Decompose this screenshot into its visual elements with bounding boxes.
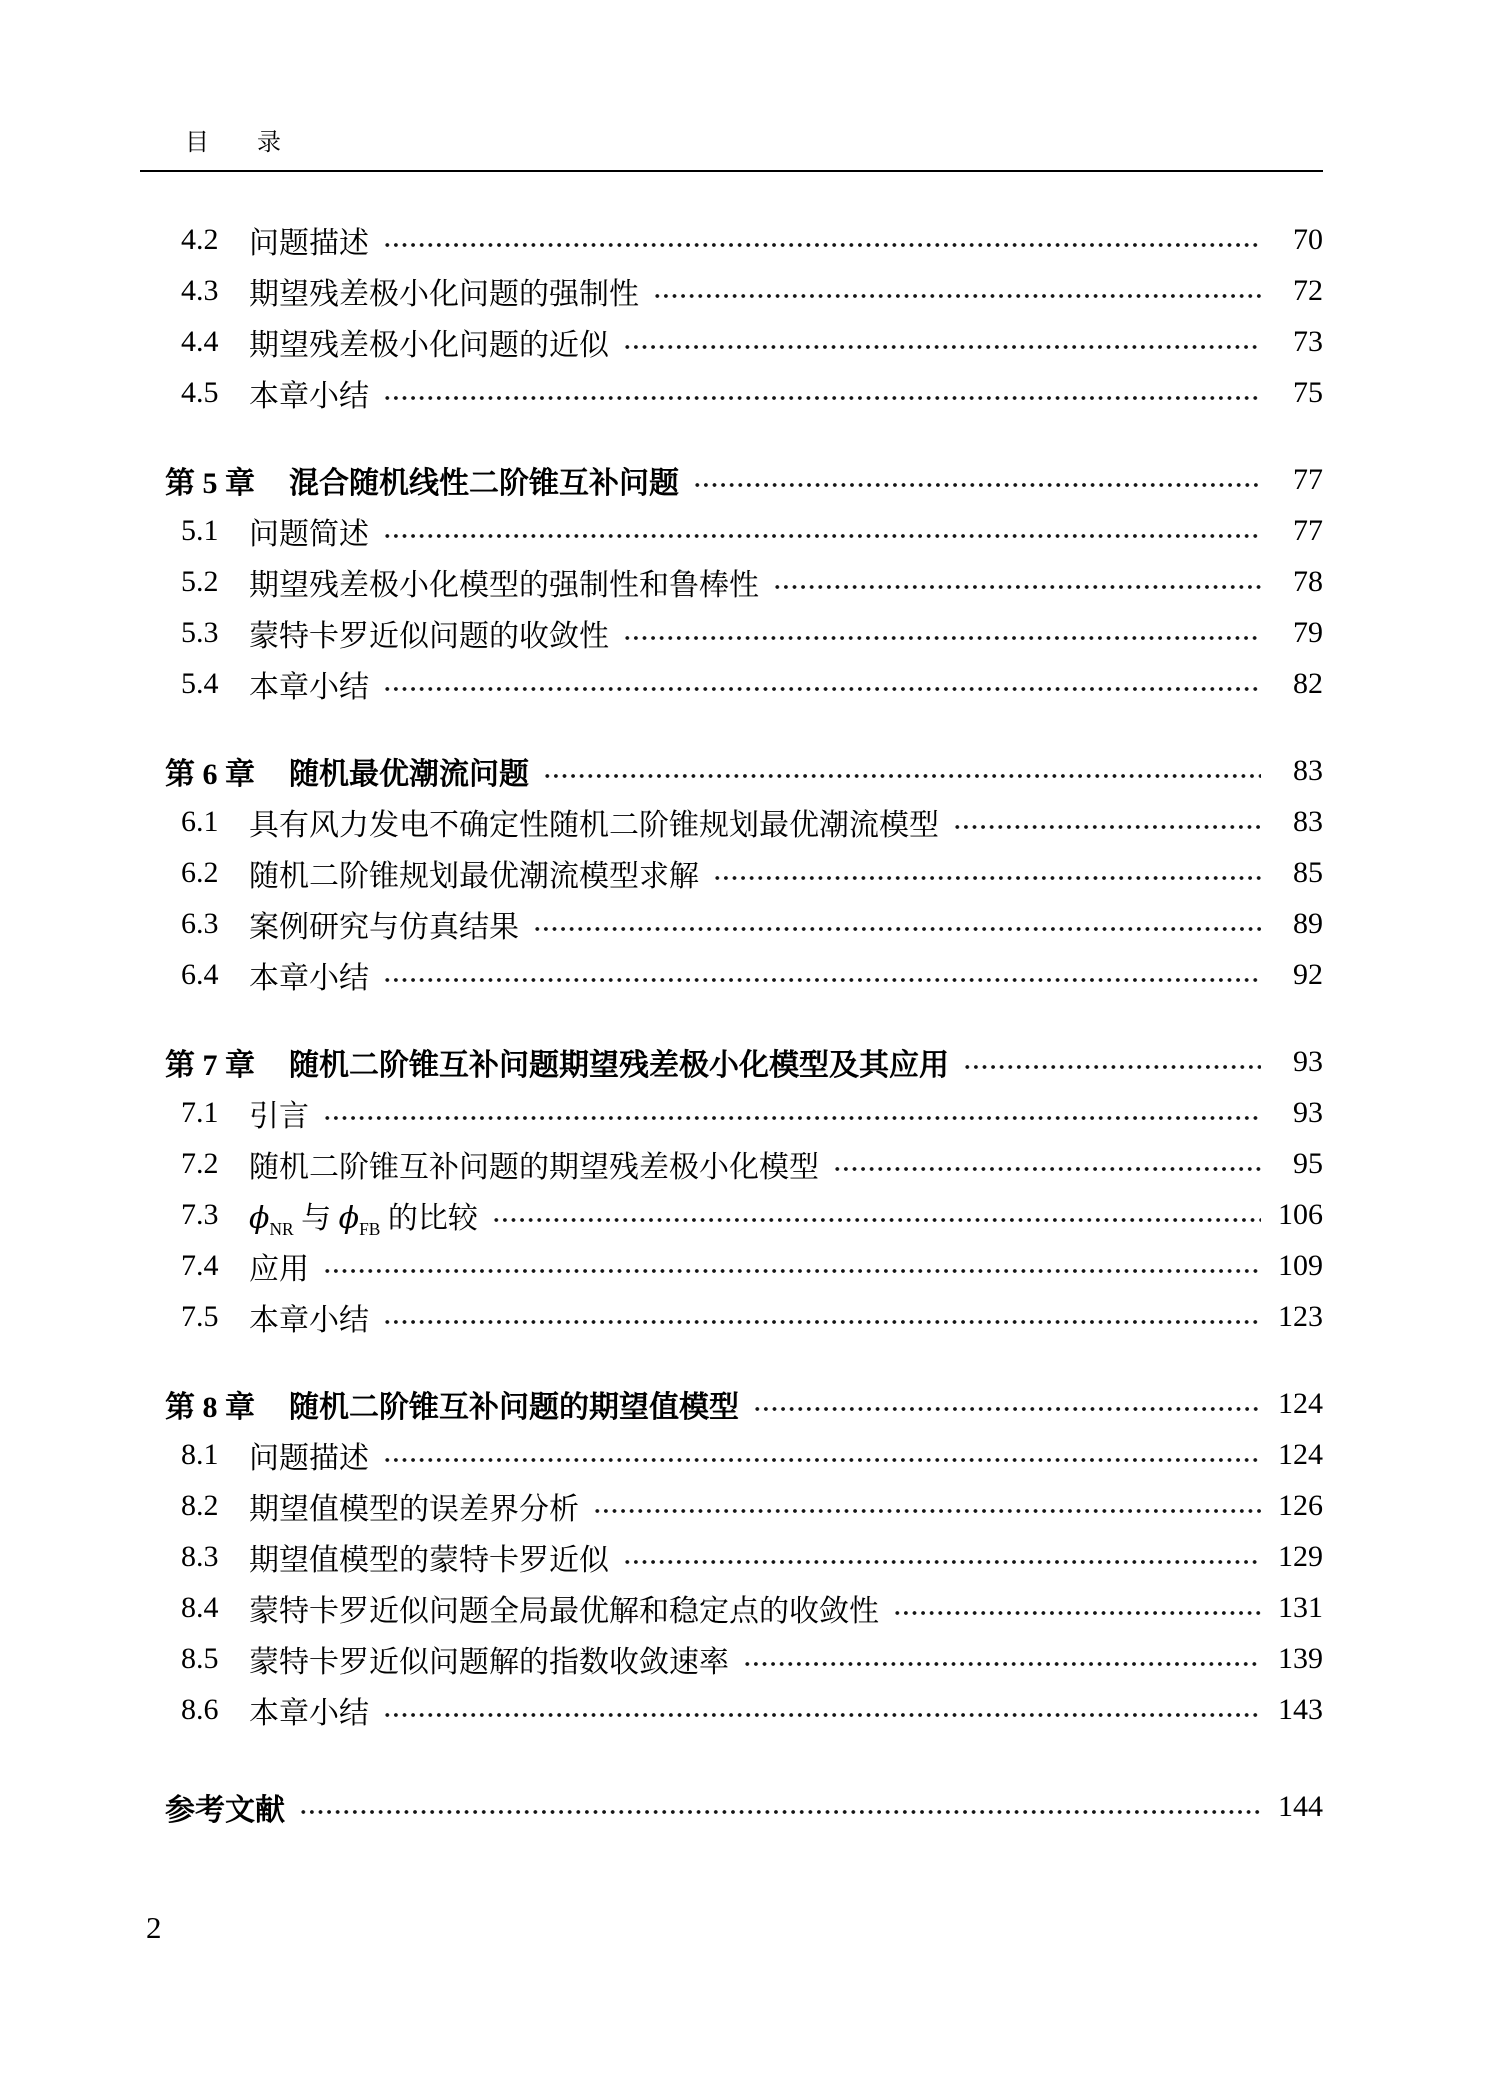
entry-title: 随机二阶锥互补问题的期望残差极小化模型 (249, 1150, 819, 1184)
entry-title: 本章小结 (249, 670, 369, 704)
entry-number: 6.1 (181, 804, 219, 838)
entry-page: 72 (1293, 273, 1323, 307)
toc-row (165, 1291, 1323, 1342)
entry-page: 123 (1278, 1299, 1323, 1333)
entry-leader-dots (963, 1062, 1261, 1072)
entry-page: 92 (1293, 957, 1323, 991)
entry-page: 89 (1293, 906, 1323, 940)
entry-title: 案例研究与仿真结果 (249, 910, 519, 944)
entry-leader-dots (623, 1557, 1261, 1567)
entry-page: 83 (1293, 753, 1323, 787)
entry-leader-dots (323, 1266, 1261, 1276)
entry-number: 7.3 (181, 1197, 219, 1231)
entry-page: 83 (1293, 804, 1323, 838)
entry-page: 124 (1278, 1437, 1323, 1471)
toc-row (165, 1087, 1323, 1138)
entry-number: 4.3 (181, 273, 219, 307)
entry-leader-dots (323, 1113, 1261, 1123)
entry-number: 8.2 (181, 1488, 219, 1522)
entry-leader-dots (383, 1710, 1261, 1720)
toc-row (165, 1036, 1323, 1087)
entry-leader-dots (953, 822, 1261, 832)
entry-title: 引言 (249, 1099, 309, 1133)
entry-number: 8.5 (181, 1641, 219, 1675)
entry-number: 5.4 (181, 666, 219, 700)
entry-title: 参考文献 (165, 1793, 285, 1827)
entry-leader-dots (593, 1506, 1261, 1516)
footer-page-number: 2 (146, 1910, 162, 1945)
entry-number: 4.4 (181, 324, 219, 358)
entry-title: 本章小结 (249, 379, 369, 413)
entry-title: 随机二阶锥互补问题期望残差极小化模型及其应用 (289, 1048, 949, 1082)
content-area (165, 0, 1323, 1832)
entry-number: 7.1 (181, 1095, 219, 1129)
header-divider (140, 170, 1323, 172)
toc-row (165, 454, 1323, 505)
toc-row (165, 847, 1323, 898)
page-header (165, 128, 1323, 158)
toc-row (165, 1429, 1323, 1480)
entry-page: 93 (1293, 1044, 1323, 1078)
toc-row (165, 1189, 1323, 1240)
entry-number: 4.5 (181, 375, 219, 409)
entry-number: 6.4 (181, 957, 219, 991)
entry-leader-dots (383, 393, 1261, 403)
entry-number: 8.4 (181, 1590, 219, 1624)
entry-page: 75 (1293, 375, 1323, 409)
entry-title: 问题描述 (249, 226, 369, 260)
toc-row (165, 607, 1323, 658)
toc-row (165, 1531, 1323, 1582)
toc-row (165, 367, 1323, 418)
entry-leader-dots (299, 1807, 1261, 1817)
entry-leader-dots (492, 1215, 1261, 1225)
header-title: 目 录 (185, 130, 281, 156)
entry-title: 蒙特卡罗近似问题解的指数收敛速率 (249, 1645, 729, 1679)
entry-page: 129 (1278, 1539, 1323, 1573)
entry-number: 第 5 章 (165, 466, 255, 500)
toc-row (165, 556, 1323, 607)
entry-leader-dots (773, 582, 1261, 592)
entry-page: 85 (1293, 855, 1323, 889)
entry-page: 124 (1278, 1386, 1323, 1420)
toc-row (165, 1582, 1323, 1633)
entry-title: $\phi_{NR}$ 与 $\phi_{FB}$ 的比较 (249, 1200, 478, 1239)
toc-row (165, 1480, 1323, 1531)
entry-number: 8.6 (181, 1692, 219, 1726)
entry-leader-dots (543, 771, 1261, 781)
entry-number: 5.2 (181, 564, 219, 598)
entry-page: 109 (1278, 1248, 1323, 1282)
entry-page: 144 (1278, 1789, 1323, 1823)
entry-page: 77 (1293, 513, 1323, 547)
entry-page: 139 (1278, 1641, 1323, 1675)
entry-leader-dots (383, 975, 1261, 985)
entry-leader-dots (623, 633, 1261, 643)
entry-leader-dots (383, 531, 1261, 541)
entry-leader-dots (743, 1659, 1261, 1669)
entry-number: 5.1 (181, 513, 219, 547)
entry-page: 77 (1293, 462, 1323, 496)
entry-title: 本章小结 (249, 1696, 369, 1730)
entry-title: 随机二阶锥规划最优潮流模型求解 (249, 859, 699, 893)
entry-leader-dots (753, 1404, 1261, 1414)
toc-row (165, 796, 1323, 847)
entry-title: 具有风力发电不确定性随机二阶锥规划最优潮流模型 (249, 808, 939, 842)
entry-title: 蒙特卡罗近似问题的收敛性 (249, 619, 609, 653)
entry-title: 本章小结 (249, 961, 369, 995)
entry-page: 79 (1293, 615, 1323, 649)
entry-number: 6.3 (181, 906, 219, 940)
entry-page: 70 (1293, 222, 1323, 256)
toc-row (165, 1781, 1323, 1832)
toc-row (165, 658, 1323, 709)
toc-row (165, 1378, 1323, 1429)
entry-number: 第 8 章 (165, 1390, 255, 1424)
toc-row (165, 214, 1323, 265)
entry-title: 本章小结 (249, 1303, 369, 1337)
entry-number: 8.1 (181, 1437, 219, 1471)
entry-page: 126 (1278, 1488, 1323, 1522)
entry-leader-dots (383, 1317, 1261, 1327)
entry-leader-dots (693, 480, 1261, 490)
entry-number: 7.2 (181, 1146, 219, 1180)
entry-leader-dots (893, 1608, 1261, 1618)
entry-title: 期望残差极小化问题的强制性 (249, 277, 639, 311)
entry-title: 应用 (249, 1252, 309, 1286)
entry-title: 期望残差极小化模型的强制性和鲁棒性 (249, 568, 759, 602)
toc-row (165, 1240, 1323, 1291)
toc-row (165, 949, 1323, 1000)
entry-leader-dots (383, 684, 1261, 694)
entry-number: 5.3 (181, 615, 219, 649)
entry-leader-dots (383, 1455, 1261, 1465)
entry-number: 第 7 章 (165, 1048, 255, 1082)
entry-page: 106 (1278, 1197, 1323, 1231)
entry-number: 7.4 (181, 1248, 219, 1282)
entry-title: 问题描述 (249, 1441, 369, 1475)
entry-title: 期望残差极小化问题的近似 (249, 328, 609, 362)
entry-leader-dots (653, 291, 1261, 301)
entry-number: 6.2 (181, 855, 219, 889)
toc-row (165, 745, 1323, 796)
entry-page: 95 (1293, 1146, 1323, 1180)
entry-title: 混合随机线性二阶锥互补问题 (289, 466, 679, 500)
entry-title: 蒙特卡罗近似问题全局最优解和稳定点的收敛性 (249, 1594, 879, 1628)
entry-number: 8.3 (181, 1539, 219, 1573)
entry-title: 随机最优潮流问题 (289, 757, 529, 791)
entry-page: 143 (1278, 1692, 1323, 1726)
entry-page: 82 (1293, 666, 1323, 700)
toc-row (165, 265, 1323, 316)
toc-row (165, 1633, 1323, 1684)
toc-row (165, 316, 1323, 367)
entry-leader-dots (623, 342, 1261, 352)
entry-leader-dots (383, 240, 1261, 250)
entry-page: 73 (1293, 324, 1323, 358)
entry-title: 期望值模型的蒙特卡罗近似 (249, 1543, 609, 1577)
entry-leader-dots (533, 924, 1261, 934)
entry-title: 问题简述 (249, 517, 369, 551)
entry-number: 第 6 章 (165, 757, 255, 791)
toc-row (165, 1138, 1323, 1189)
entry-page: 93 (1293, 1095, 1323, 1129)
entry-leader-dots (833, 1164, 1261, 1174)
toc-row (165, 505, 1323, 556)
entry-number: 4.2 (181, 222, 219, 256)
toc-row (165, 898, 1323, 949)
entry-title: 期望值模型的误差界分析 (249, 1492, 579, 1526)
entry-page: 78 (1293, 564, 1323, 598)
entry-leader-dots (713, 873, 1261, 883)
entry-number: 7.5 (181, 1299, 219, 1333)
toc-list (165, 214, 1323, 1832)
toc-row (165, 1684, 1323, 1735)
entry-page: 131 (1278, 1590, 1323, 1624)
entry-title: 随机二阶锥互补问题的期望值模型 (289, 1390, 739, 1424)
